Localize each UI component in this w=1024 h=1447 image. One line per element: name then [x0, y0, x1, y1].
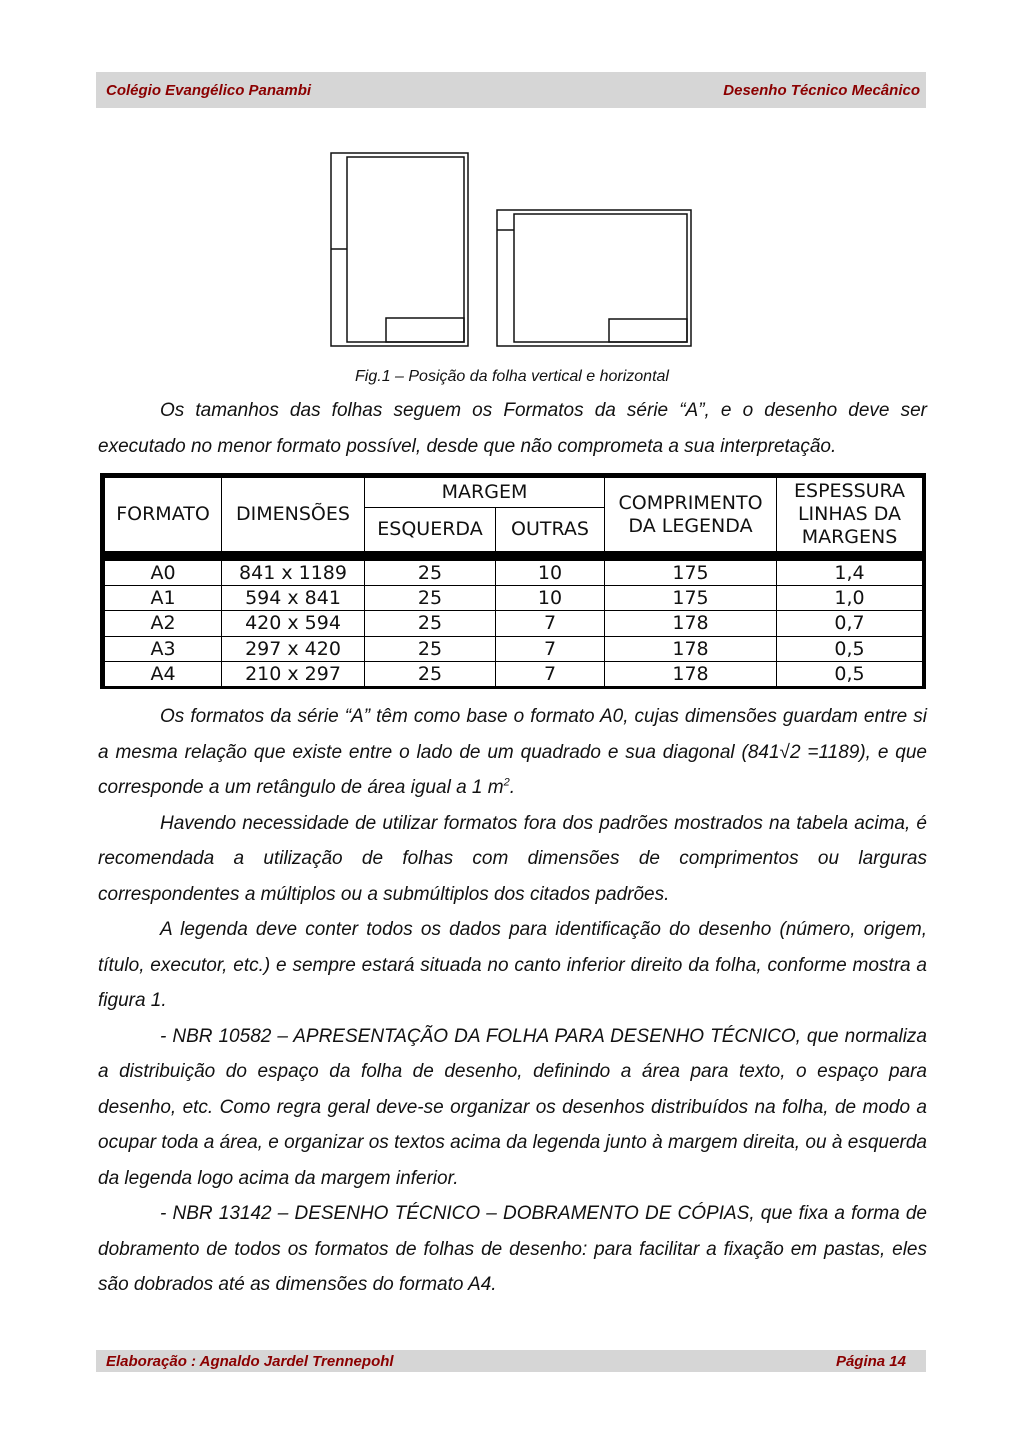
cell-dimensoes: 594 x 841 — [222, 586, 365, 611]
page-footer — [96, 1350, 926, 1372]
header-margem: MARGEM — [365, 478, 605, 508]
cell-espessura: 0,5 — [777, 636, 923, 661]
cell-comprimento: 175 — [605, 586, 777, 611]
horizontal-sheet-outer — [497, 210, 691, 346]
sheet-orientation-figure — [0, 0, 1024, 360]
cell-esquerda: 25 — [365, 561, 496, 586]
header-espessura: ESPESSURA LINHAS DA MARGENS — [777, 478, 923, 552]
cell-formato: A4 — [105, 661, 222, 686]
cell-esquerda: 25 — [365, 636, 496, 661]
cell-formato: A0 — [105, 561, 222, 586]
cell-espessura: 1,0 — [777, 586, 923, 611]
cell-dimensoes: 420 x 594 — [222, 611, 365, 636]
header-comprimento: COMPRIMENTO DA LEGENDA — [605, 478, 777, 552]
page-number: Página 14 — [835, 1352, 906, 1370]
header-school: Colégio Evangélico Panambi — [106, 81, 312, 99]
cell-esquerda: 25 — [365, 586, 496, 611]
cell-esquerda: 25 — [365, 661, 496, 686]
vertical-sheet-outer — [331, 153, 468, 346]
formats-table-header — [104, 477, 923, 552]
table-row — [105, 561, 923, 586]
paragraph-nbr-10582: - NBR 10582 – APRESENTAÇÃO DA FOLHA PARA DESENHO TÉCNICO, que normaliza a distribuição do espaço da folha de desenho, definindo a área para texto, o espaço para desenho, etc. Como regra geral deve-se organizar os desenhos distribuídos na folha, de modo a ocupar toda a área, e organizar os textos acima da legenda junto à margem direita, ou à esquerda da legenda logo acima da margem inferior. — [98, 1025, 927, 1189]
header-esquerda: ESQUERDA — [365, 508, 496, 552]
paragraph-non-standard: Havendo necessidade de utilizar formatos fora dos padrões mostrados na tabela acima, é recomendada a utilização de folhas com dimensões de comprimentos ou larguras correspondentes a múltiplos ou a submúltiplos dos citados padrões. — [98, 812, 927, 905]
paragraph-series-a — [98, 699, 927, 806]
cell-outras: 10 — [496, 561, 605, 586]
header-dimensoes: DIMENSÕES — [222, 478, 365, 552]
cell-dimensoes: 297 x 420 — [222, 636, 365, 661]
series-a-end: . — [509, 777, 515, 798]
header-outras: OUTRAS — [496, 508, 605, 552]
cell-outras: 10 — [496, 586, 605, 611]
cell-comprimento: 178 — [605, 611, 777, 636]
paragraph-legend: A legenda deve conter todos os dados para identificação do desenho (número, origem, título, executor, etc.) e sempre estará situada no canto inferior direito da folha, conforme mostra a figura 1. — [98, 919, 927, 1011]
cell-espessura: 0,5 — [777, 661, 923, 686]
cell-espessura: 0,7 — [777, 611, 923, 636]
cell-dimensoes: 210 x 297 — [222, 661, 365, 686]
vertical-sheet-title-block — [386, 318, 464, 342]
paragraph-nbr-13142: - NBR 13142 – DESENHO TÉCNICO – DOBRAMENTO DE CÓPIAS, que fixa a forma de dobramento de todos os formatos de folhas de desenho: para facilitar a fixação em pastas, eles são dobrados até as dimensões do formato A4. — [98, 1203, 927, 1295]
table-row — [105, 586, 923, 611]
footer-author: Elaboração : Agnaldo Jardel Trennepohl — [106, 1352, 394, 1370]
cell-comprimento: 178 — [605, 636, 777, 661]
cell-formato: A2 — [105, 611, 222, 636]
table-row — [105, 636, 923, 661]
formats-table — [100, 473, 926, 689]
main-text — [98, 699, 927, 1303]
cell-outras: 7 — [496, 611, 605, 636]
cell-formato: A1 — [105, 586, 222, 611]
cell-outras: 7 — [496, 661, 605, 686]
cell-espessura: 1,4 — [777, 561, 923, 586]
intro-text — [98, 393, 927, 464]
cell-formato: A3 — [105, 636, 222, 661]
horizontal-sheet-title-block — [609, 319, 687, 342]
table-divider — [104, 552, 922, 560]
paragraph-formats: Os tamanhos das folhas seguem os Formatos da série “A”, e o desenho deve ser executado no menor formato possível, desde que não comprometa a sua interpretação. — [98, 400, 927, 457]
horizontal-sheet-margin — [514, 214, 687, 342]
figure-caption: Fig.1 – Posição da folha vertical e horizontal — [355, 368, 669, 385]
table-row — [105, 611, 923, 636]
header-formato: FORMATO — [105, 478, 222, 552]
cell-outras: 7 — [496, 636, 605, 661]
vertical-sheet-margin — [347, 157, 464, 342]
formats-table-body — [104, 560, 923, 687]
cell-dimensoes: 841 x 1189 — [222, 561, 365, 586]
cell-esquerda: 25 — [365, 611, 496, 636]
area-exponent: 2 — [503, 776, 510, 789]
cell-comprimento: 178 — [605, 661, 777, 686]
header-course: Desenho Técnico Mecânico — [723, 81, 920, 99]
series-a-text: Os formatos da série “A” têm como base o formato A0, cujas dimensões guardam entre si a mesma relação que existe entre o lado de um quadrado e sua diagonal (841√2 =1189), e que corresponde a um retângulo de área igual a 1 m — [98, 706, 927, 798]
table-row — [105, 661, 923, 686]
cell-comprimento: 175 — [605, 561, 777, 586]
